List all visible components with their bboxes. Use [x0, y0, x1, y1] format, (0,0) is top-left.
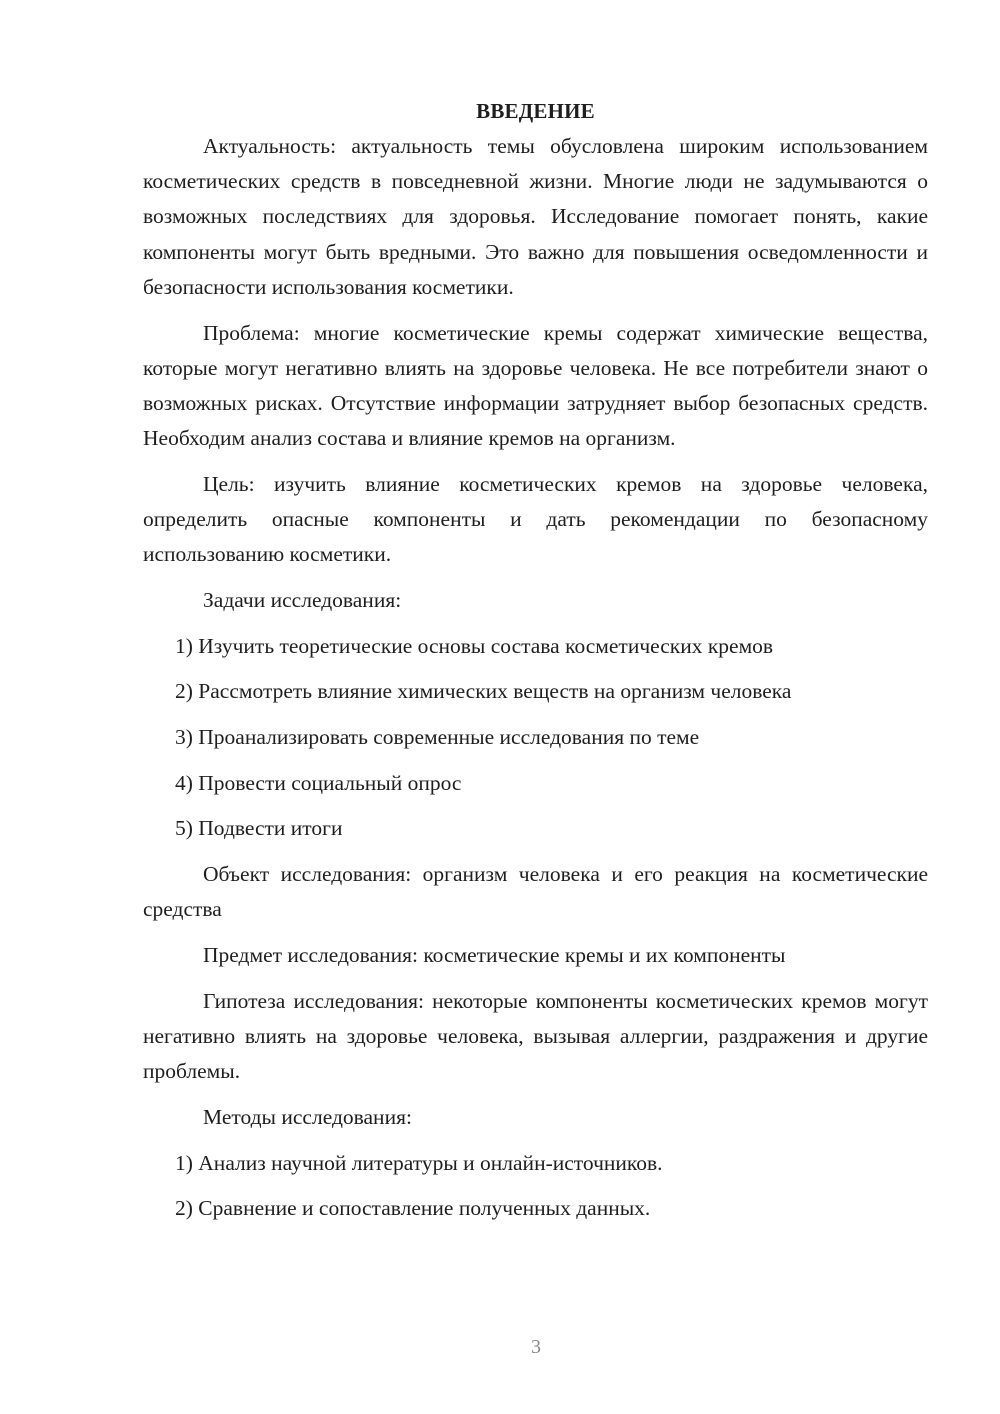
list-item: 1) Изучить теоретические основы состава косметических кремов — [175, 633, 774, 658]
relevance-paragraph: Актуальность: актуальность темы обусловлена широким использованием косметических средств в повседневной жизни. Многие люди не задумываются о возможных последствиях для здоровья. Исследование помогает понять, какие компоненты могут быть вредными. Это важно для повышения осведомленности и безопасности использования косметики. — [143, 134, 928, 299]
problem-paragraph: Проблема: многие косметические кремы содержат химические вещества, которые могут негативно влиять на здоровье человека. Не все потребители знают о возможных рисках. Отсутствие информации затрудняет выбор безопасных средств. Необходим анализ состава и влияние кремов на организм. — [143, 320, 928, 451]
list-item: 2) Рассмотреть влияние химических веществ на организм человека — [175, 679, 792, 704]
methods-list — [143, 1146, 928, 1227]
tasks-list — [143, 629, 928, 847]
page-content — [143, 94, 928, 1237]
goal-paragraph: Цель: изучить влияние косметических кремов на здоровье человека, определить опасные компоненты и дать рекомендации по безопасному использованию косметики. — [143, 471, 928, 567]
list-item: 2) Сравнение и сопоставление полученных данных. — [175, 1196, 651, 1221]
page-number: 3 — [531, 1336, 541, 1358]
tasks-heading: Задачи исследования: — [203, 587, 402, 612]
object-paragraph: Объект исследования: организм человека и его реакция на косметические средства — [143, 862, 928, 922]
hypothesis-paragraph: Гипотеза исследования: некоторые компоненты косметических кремов могут негативно влиять на здоровье человека, вызывая аллергии, раздражения и другие проблемы. — [143, 988, 928, 1084]
methods-heading: Методы исследования: — [203, 1104, 412, 1129]
list-item: 4) Провести социальный опрос — [175, 770, 462, 795]
list-item: 5) Подвести итоги — [175, 816, 343, 841]
subject-paragraph: Предмет исследования: косметические кремы и их компоненты — [203, 943, 786, 968]
page-title: ВВЕДЕНИЕ — [476, 99, 595, 123]
list-item: 3) Проанализировать современные исследования по теме — [175, 725, 700, 750]
list-item: 1) Анализ научной литературы и онлайн-источников. — [175, 1150, 663, 1175]
